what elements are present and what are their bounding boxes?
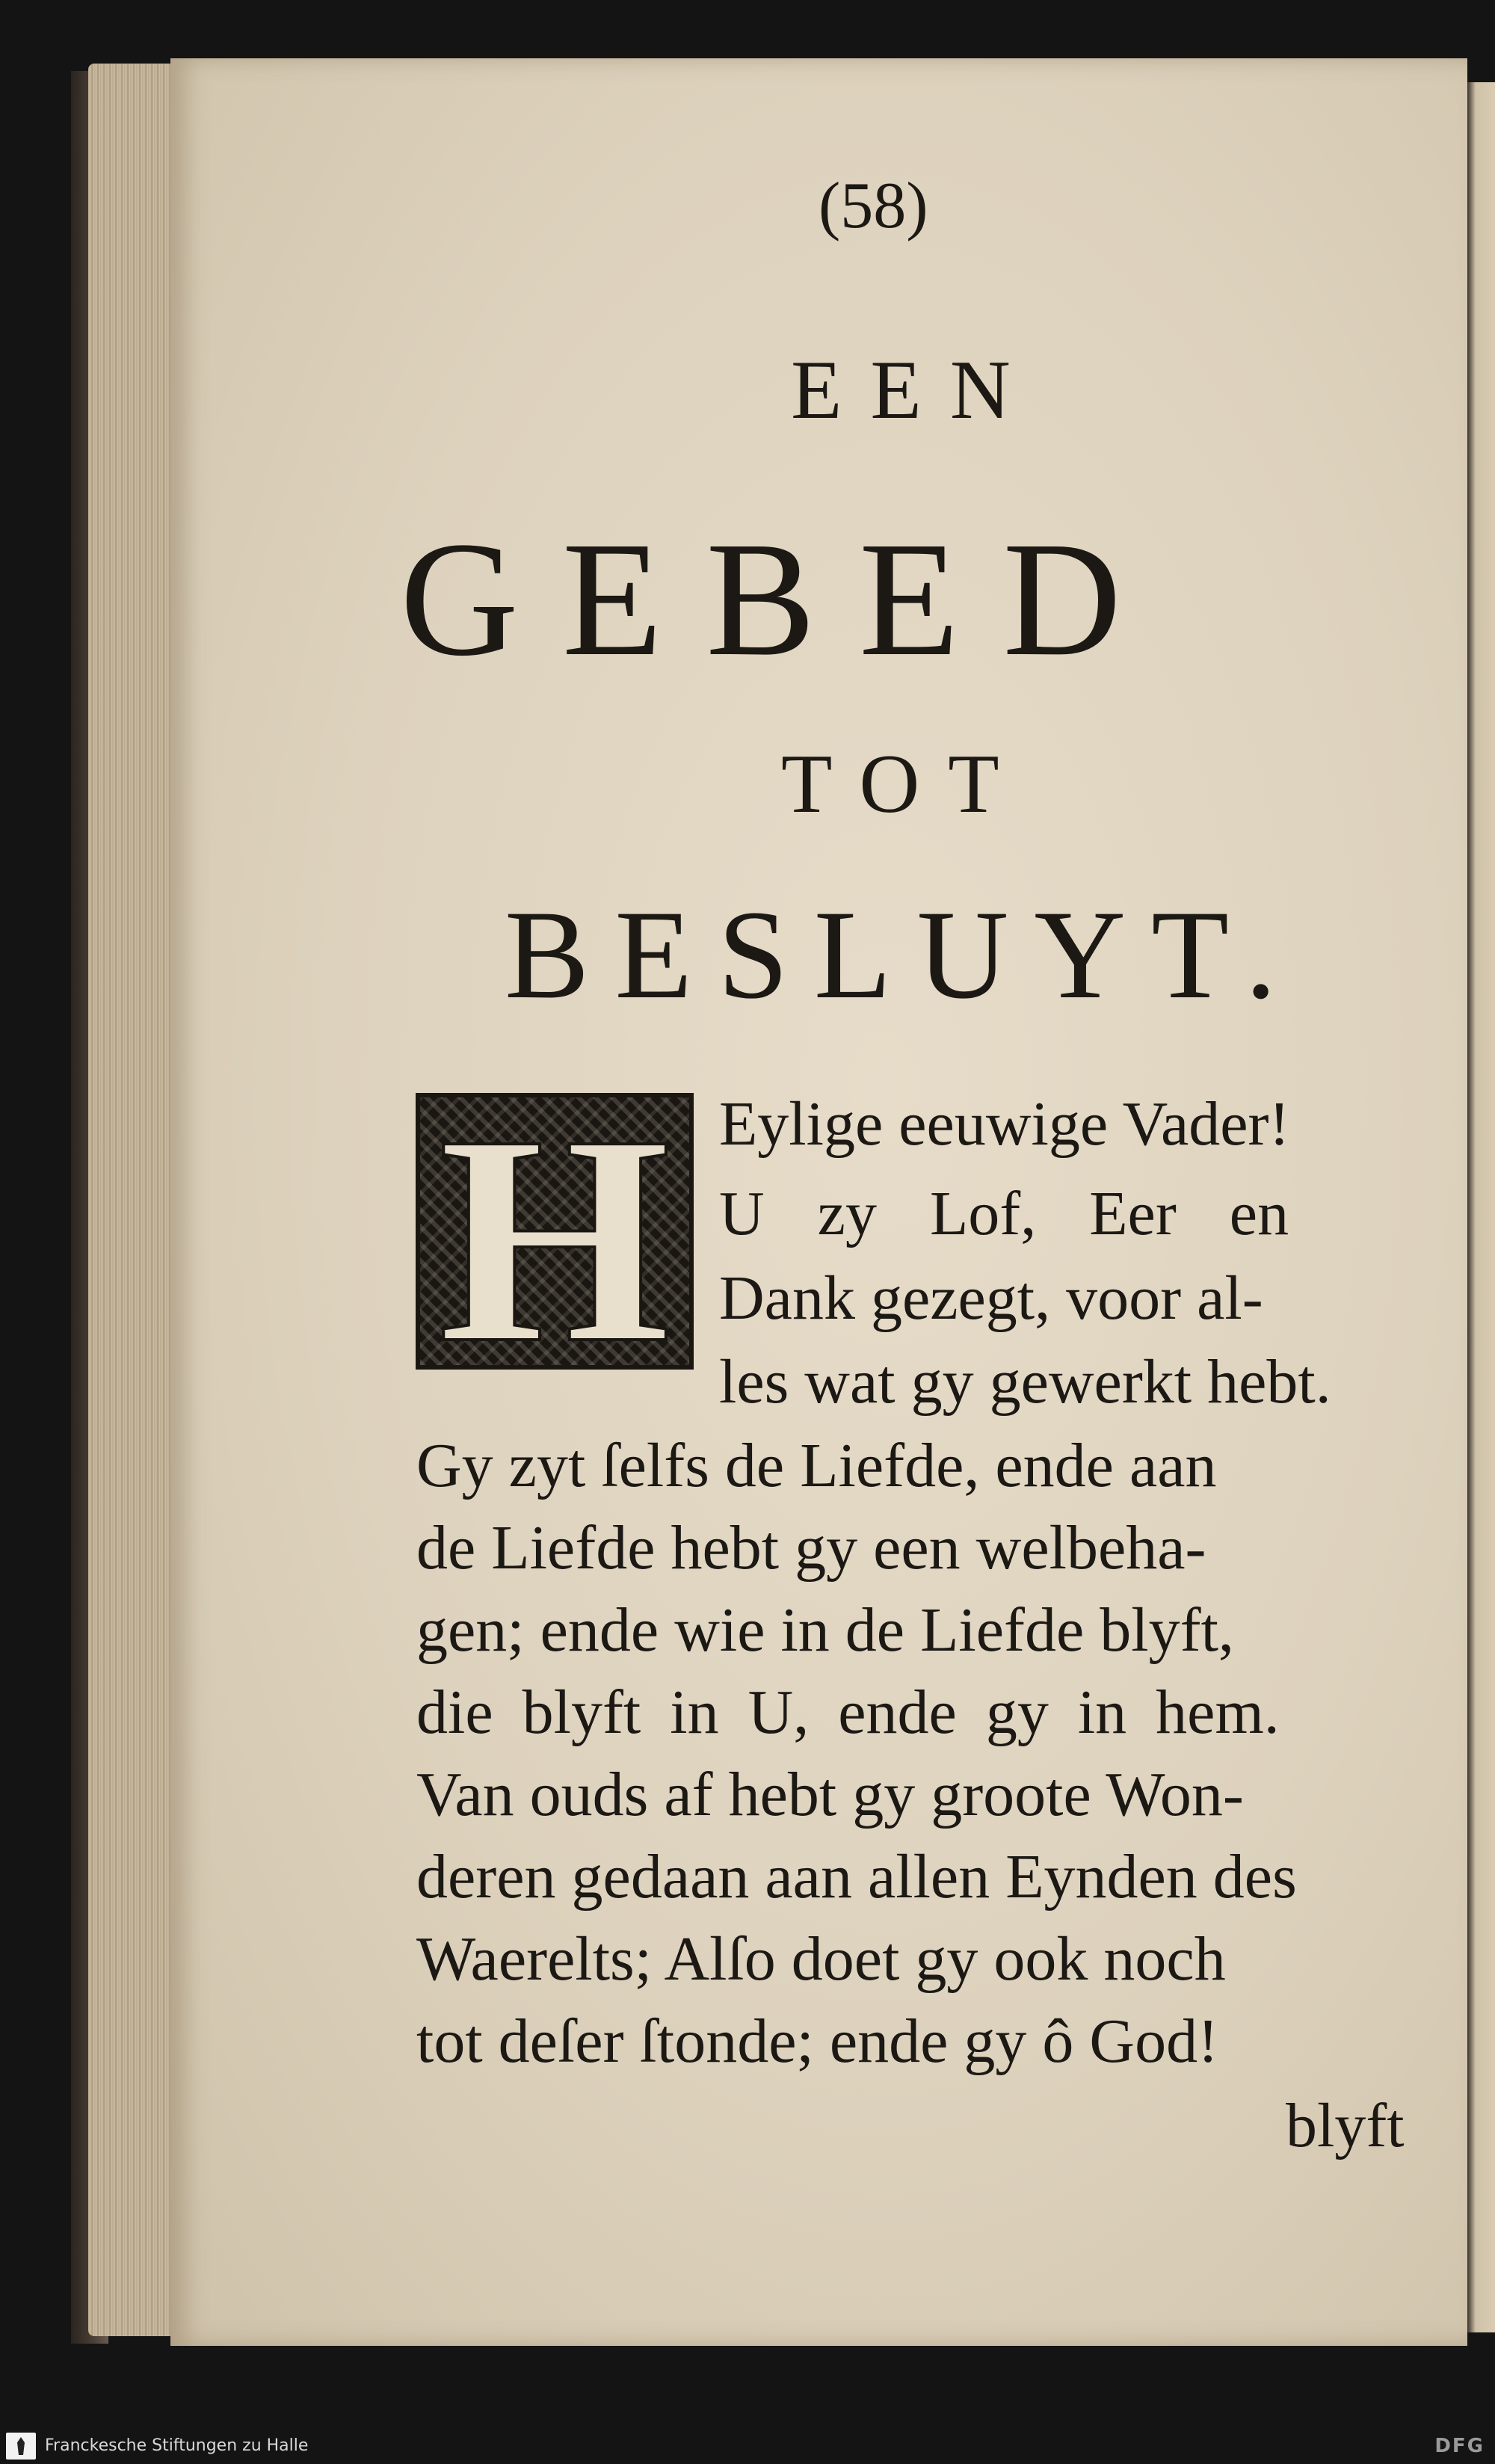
- page-number: (58): [819, 170, 928, 242]
- heading-line-1: EEN: [791, 344, 1039, 437]
- text-line: die blyft in U, ende gy in hem.: [416, 1678, 1280, 1747]
- text-line: Dank gezegt, voor al-: [719, 1263, 1263, 1333]
- facing-page-edge: [1467, 82, 1495, 2332]
- heading-line-4: BESLUYT.: [505, 884, 1302, 1025]
- dfg-logo: DFG: [1434, 2435, 1485, 2457]
- text-line: Eylige eeuwige Vader!: [719, 1089, 1290, 1159]
- text-line: Waerelts; Alſo doet gy ook noch: [416, 1924, 1226, 1994]
- text-line: Gy zyt ſelfs de Liefde, ende aan: [416, 1431, 1217, 1500]
- heading-line-3: TOT: [781, 738, 1028, 831]
- heading-line-2: GEBED: [400, 508, 1165, 690]
- footer-bar: [0, 2428, 1495, 2464]
- text-line: gen; ende wie in de Liefde blyft,: [416, 1595, 1234, 1665]
- text-line: tot deſer ſtonde; ende gy ô God!: [416, 2006, 1219, 2076]
- institution-label: Franckesche Stiftungen zu Halle: [45, 2436, 309, 2455]
- institution-logo-icon: [6, 2433, 36, 2460]
- page-edges: [88, 64, 178, 2336]
- text-line: Van ouds af hebt gy groote Won-: [416, 1760, 1244, 1829]
- text-line: deren gedaan aan allen Eynden des: [416, 1842, 1297, 1912]
- catchword: blyft: [1286, 2091, 1405, 2160]
- text-line: U zy Lof, Eer en: [719, 1179, 1289, 1248]
- decorated-initial: [416, 1074, 694, 1405]
- initial-letter: H: [438, 1074, 671, 1405]
- text-line: de Liefde hebt gy een welbeha-: [416, 1513, 1206, 1583]
- text-line: les wat gy gewerkt hebt.: [719, 1347, 1331, 1417]
